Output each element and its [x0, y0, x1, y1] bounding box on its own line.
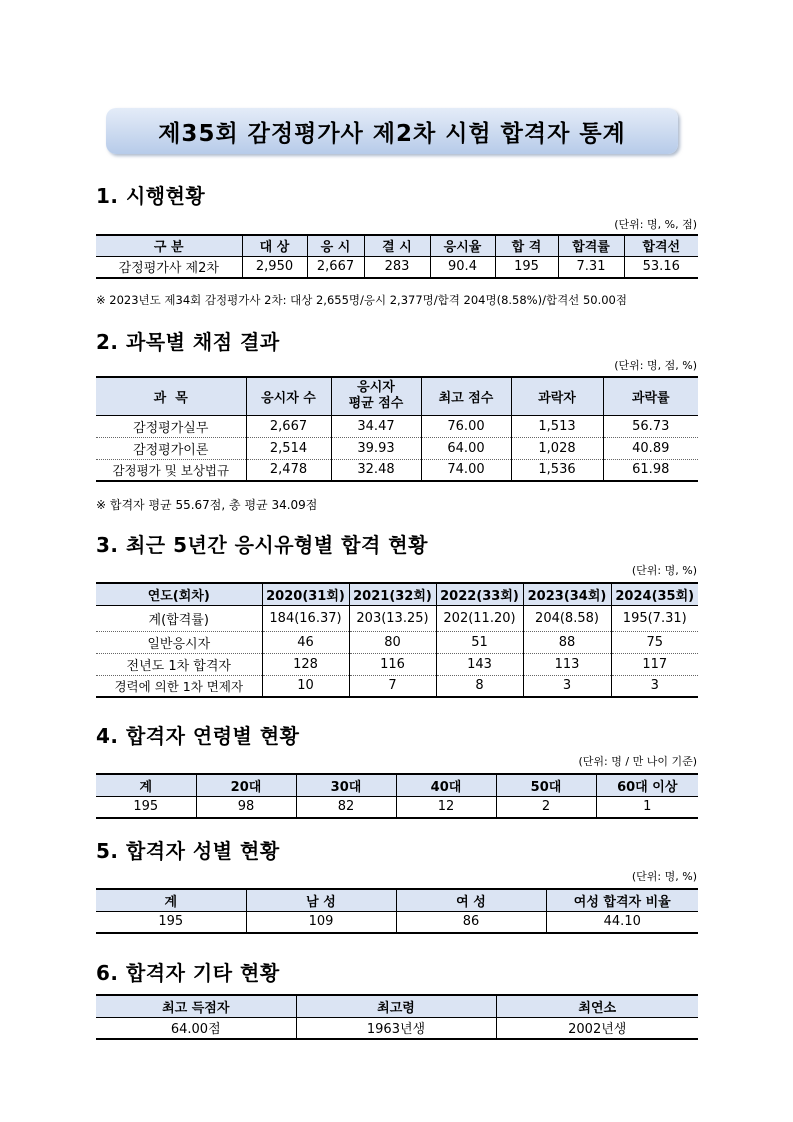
table-cell: 90.4 [430, 256, 495, 278]
table-cell: 98 [196, 796, 296, 818]
header-cell: 대 상 [242, 235, 307, 256]
header-cell: 2023(34회) [523, 583, 611, 605]
table-age-distribution [96, 773, 698, 819]
table-cell: 3 [611, 675, 698, 697]
header-cell: 연도(회차) [96, 583, 262, 605]
table-cell: 1 [596, 796, 698, 818]
table-cell: 64.00점 [96, 1017, 296, 1039]
table-cell: 74.00 [421, 459, 511, 481]
table-cell: 2,950 [242, 256, 307, 278]
row-label: 일반응시자 [96, 631, 262, 653]
section-2-note: ※ 합격자 평균 55.67점, 총 평균 34.09점 [96, 498, 318, 512]
header-cell: 합격률 [558, 235, 624, 256]
header-cell: 남 성 [246, 889, 396, 911]
header-cell: 과락률 [603, 377, 698, 415]
row-label: 감정평가 및 보상법규 [96, 459, 246, 481]
table-cell: 2,667 [307, 256, 364, 278]
table-cell: 34.47 [331, 415, 421, 437]
header-cell: 응시자 평균 점수 [331, 377, 421, 415]
header-cell: 계 [96, 774, 196, 796]
section-2-unit: (단위: 명, 점, %) [614, 359, 697, 372]
table-cell: 82 [296, 796, 396, 818]
table-cell: 61.98 [603, 459, 698, 481]
table-cell: 204(8.58) [523, 605, 611, 631]
header-cell: 2021(32회) [349, 583, 436, 605]
table-cell: 44.10 [546, 911, 698, 933]
header-cell: 40대 [396, 774, 496, 796]
table-cell: 283 [364, 256, 430, 278]
table-row [96, 256, 698, 278]
table-cell: 3 [523, 675, 611, 697]
header-cell: 60대 이상 [596, 774, 698, 796]
table-cell: 2,667 [246, 415, 331, 437]
table-row [96, 459, 698, 481]
header-cell: 30대 [296, 774, 396, 796]
section-4-heading: 4. 합격자 연령별 현황 [96, 724, 300, 748]
table-cell: 143 [436, 653, 523, 675]
header-cell: 결 시 [364, 235, 430, 256]
table-cell: 12 [396, 796, 496, 818]
table-cell: 53.16 [624, 256, 698, 278]
table-cell: 184(16.37) [262, 605, 349, 631]
table-row [96, 653, 698, 675]
table-row [96, 1017, 698, 1039]
table-five-year-pass [96, 582, 698, 698]
header-cell: 구 분 [96, 235, 242, 256]
table-cell: 117 [611, 653, 698, 675]
table-cell: 88 [523, 631, 611, 653]
header-cell: 2020(31회) [262, 583, 349, 605]
title-banner [106, 108, 678, 154]
table-cell: 76.00 [421, 415, 511, 437]
header-cell: 최고 득점자 [96, 995, 296, 1017]
table-cell: 75 [611, 631, 698, 653]
section-6-heading: 6. 합격자 기타 현황 [96, 961, 280, 985]
row-label: 계(합격률) [96, 605, 262, 631]
table-cell: 2002년생 [496, 1017, 698, 1039]
header-cell: 50대 [496, 774, 596, 796]
header-cell: 응시율 [430, 235, 495, 256]
table-cell: 113 [523, 653, 611, 675]
table-cell: 128 [262, 653, 349, 675]
section-1-heading: 1. 시행현황 [96, 184, 206, 208]
section-3-unit: (단위: 명, %) [631, 564, 697, 577]
table-cell: 1,536 [511, 459, 603, 481]
row-label: 감정평가실무 [96, 415, 246, 437]
table-cell: 40.89 [603, 437, 698, 459]
table-cell: 1963년생 [296, 1017, 496, 1039]
table-row [96, 796, 698, 818]
table-cell: 195 [96, 911, 246, 933]
section-2-heading: 2. 과목별 채점 결과 [96, 330, 280, 354]
table-cell: 7 [349, 675, 436, 697]
table-cell: 2,478 [246, 459, 331, 481]
header-cell: 최고 점수 [421, 377, 511, 415]
table-subject-results [96, 376, 698, 482]
table-row [96, 911, 698, 933]
section-5-unit: (단위: 명, %) [631, 870, 697, 883]
table-cell: 7.31 [558, 256, 624, 278]
table-cell: 39.93 [331, 437, 421, 459]
table-cell: 51 [436, 631, 523, 653]
header-cell: 2024(35회) [611, 583, 698, 605]
table-cell: 116 [349, 653, 436, 675]
table-row [96, 437, 698, 459]
table-cell: 10 [262, 675, 349, 697]
table-gender-distribution [96, 888, 698, 934]
table-cell: 1,028 [511, 437, 603, 459]
row-label: 감정평가사 제2차 [96, 256, 242, 278]
table-cell: 109 [246, 911, 396, 933]
table-cell: 64.00 [421, 437, 511, 459]
header-cell: 2022(33회) [436, 583, 523, 605]
row-label: 감정평가이론 [96, 437, 246, 459]
header-cell: 합격선 [624, 235, 698, 256]
row-label: 전년도 1차 합격자 [96, 653, 262, 675]
section-6-spacer [96, 992, 698, 993]
header-cell: 여 성 [396, 889, 546, 911]
table-cell: 46 [262, 631, 349, 653]
table-cell: 2 [496, 796, 596, 818]
section-1-note: ※ 2023년도 제34회 감정평가사 2차: 대상 2,655명/응시 2,377명/합격 204명(8.58%)/합격선 50.00점 [96, 293, 627, 307]
header-cell: 계 [96, 889, 246, 911]
table-row [96, 605, 698, 631]
section-5-heading: 5. 합격자 성별 현황 [96, 839, 280, 863]
page-title: 제35회 감정평가사 제2차 시험 합격자 통계 [158, 120, 626, 147]
table-cell: 86 [396, 911, 546, 933]
row-label: 경력에 의한 1차 면제자 [96, 675, 262, 697]
header-cell: 합 격 [495, 235, 558, 256]
table-cell: 202(11.20) [436, 605, 523, 631]
header-cell: 최고령 [296, 995, 496, 1017]
section-1-unit: (단위: 명, %, 점) [614, 218, 697, 231]
section-3-heading: 3. 최근 5년간 응시유형별 합격 현황 [96, 533, 428, 557]
table-row [96, 415, 698, 437]
table-cell: 32.48 [331, 459, 421, 481]
header-cell: 여성 합격자 비율 [546, 889, 698, 911]
header-cell: 과락자 [511, 377, 603, 415]
table-cell: 195 [495, 256, 558, 278]
table-row [96, 631, 698, 653]
table-cell: 195 [96, 796, 196, 818]
header-cell: 20대 [196, 774, 296, 796]
table-cell: 80 [349, 631, 436, 653]
header-cell: 응 시 [307, 235, 364, 256]
table-cell: 195(7.31) [611, 605, 698, 631]
table-cell: 2,514 [246, 437, 331, 459]
table-other-stats [96, 994, 698, 1040]
header-cell: 응시자 수 [246, 377, 331, 415]
header-cell: 과 목 [96, 377, 246, 415]
table-cell: 8 [436, 675, 523, 697]
table-exam-status [96, 234, 698, 279]
section-4-unit: (단위: 명 / 만 나이 기준) [578, 755, 697, 768]
table-cell: 56.73 [603, 415, 698, 437]
table-cell: 1,513 [511, 415, 603, 437]
table-cell: 203(13.25) [349, 605, 436, 631]
header-cell: 최연소 [496, 995, 698, 1017]
table-row [96, 675, 698, 697]
